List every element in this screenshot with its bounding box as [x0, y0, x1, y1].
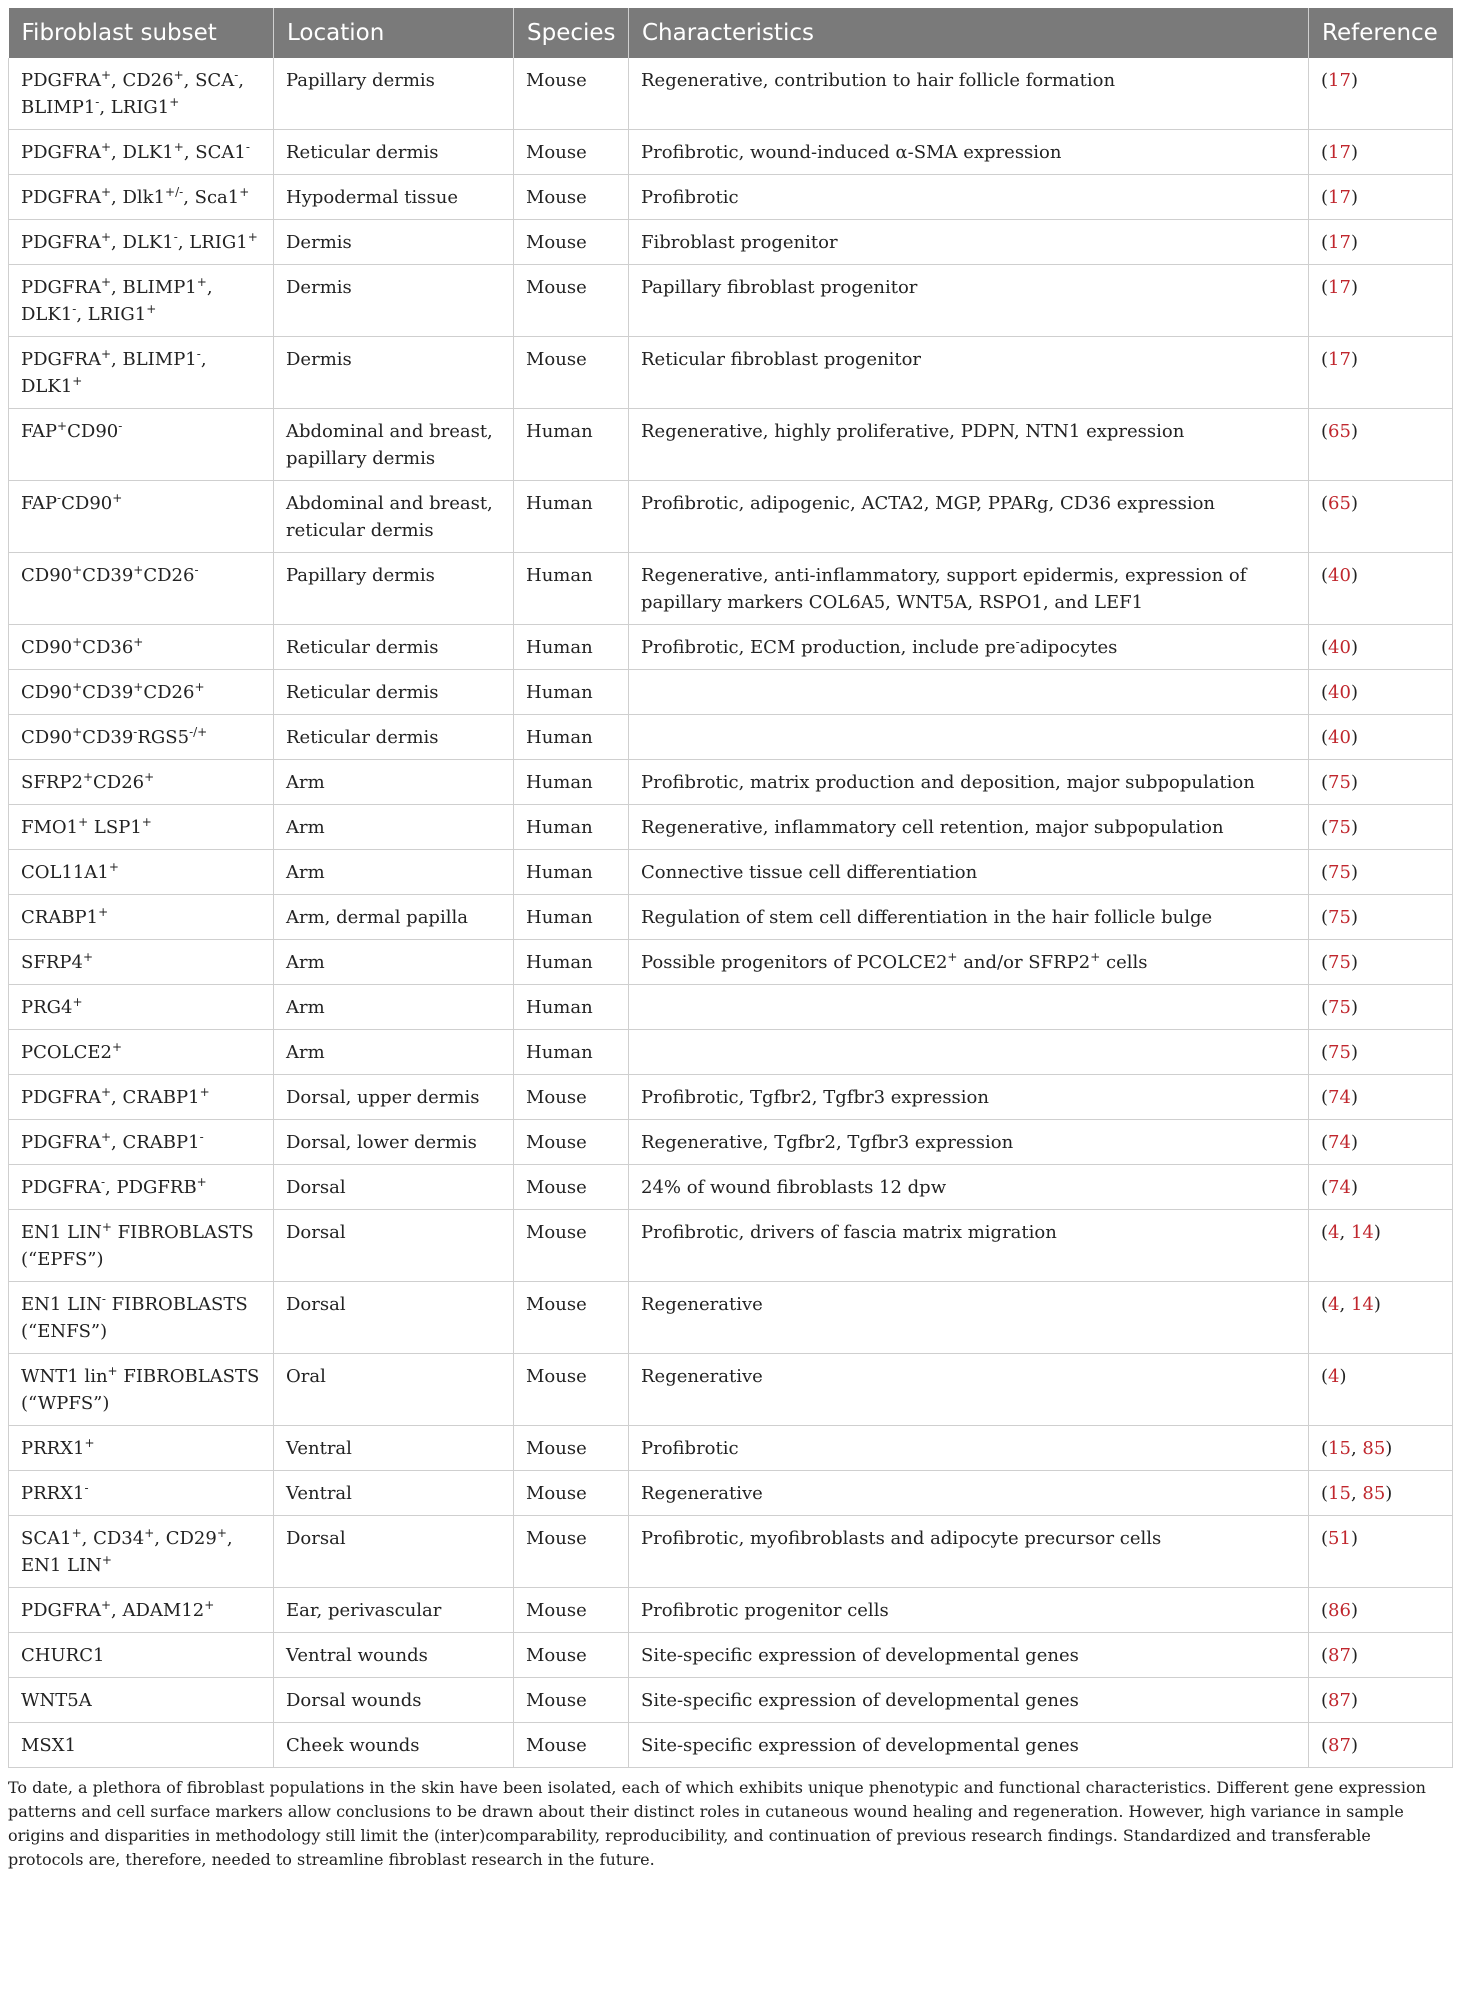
cell-species: Mouse: [514, 1471, 629, 1516]
cell-species: Human: [514, 625, 629, 670]
cell-species: Mouse: [514, 220, 629, 265]
cell-characteristics: 24% of wound fibroblasts 12 dpw: [629, 1165, 1309, 1210]
cell-characteristics: Regenerative, anti-inflammatory, support epidermis, expression of papillary markers COL6A5, WNT5A, RSPO1, and LEF1: [629, 553, 1309, 625]
cell-species: Mouse: [514, 1282, 629, 1354]
cell-species: Human: [514, 895, 629, 940]
table-row: [9, 715, 1453, 760]
cell-subset: CD90+CD36+: [9, 625, 274, 670]
cell-species: Mouse: [514, 1678, 629, 1723]
cell-characteristics: Profibrotic: [629, 175, 1309, 220]
cell-reference: (87): [1309, 1678, 1453, 1723]
cell-subset: FAP+CD90-: [9, 409, 274, 481]
table-row: [9, 1354, 1453, 1426]
cell-species: Mouse: [514, 1120, 629, 1165]
cell-location: Oral: [274, 1354, 514, 1426]
reference-link[interactable]: 17: [1328, 142, 1351, 163]
reference-link[interactable]: 85: [1362, 1438, 1386, 1459]
cell-species: Mouse: [514, 58, 629, 130]
table-row: [9, 1120, 1453, 1165]
cell-characteristics: Profibrotic, myofibroblasts and adipocyte precursor cells: [629, 1516, 1309, 1588]
cell-species: Human: [514, 805, 629, 850]
cell-characteristics: Regenerative, inflammatory cell retention, major subpopulation: [629, 805, 1309, 850]
cell-subset: PDGFRA+, Dlk1+/-, Sca1+: [9, 175, 274, 220]
cell-subset: MSX1: [9, 1723, 274, 1768]
reference-link[interactable]: 75: [1328, 1042, 1351, 1063]
table-row: [9, 1030, 1453, 1075]
cell-reference: (75): [1309, 985, 1453, 1030]
table-row: [9, 985, 1453, 1030]
cell-species: Human: [514, 670, 629, 715]
cell-reference: (17): [1309, 175, 1453, 220]
reference-link[interactable]: 4: [1328, 1366, 1340, 1387]
cell-reference: (17): [1309, 130, 1453, 175]
cell-reference: (75): [1309, 895, 1453, 940]
reference-link[interactable]: 87: [1328, 1645, 1351, 1666]
reference-link[interactable]: 15: [1328, 1483, 1351, 1504]
cell-location: Reticular dermis: [274, 715, 514, 760]
table-row: [9, 670, 1453, 715]
cell-location: Dorsal: [274, 1282, 514, 1354]
cell-location: Arm: [274, 805, 514, 850]
table-row: [9, 1588, 1453, 1633]
cell-subset: PDGFRA+, BLIMP1-, DLK1+: [9, 337, 274, 409]
cell-subset: PDGFRA+, CRABP1-: [9, 1120, 274, 1165]
cell-characteristics: [629, 1030, 1309, 1075]
cell-characteristics: Profibrotic, drivers of fascia matrix migration: [629, 1210, 1309, 1282]
cell-characteristics: Profibrotic progenitor cells: [629, 1588, 1309, 1633]
reference-link[interactable]: 40: [1328, 727, 1351, 748]
cell-subset: CRABP1+: [9, 895, 274, 940]
cell-species: Human: [514, 760, 629, 805]
cell-subset: PDGFRA+, CD26+, SCA-, BLIMP1-, LRIG1+: [9, 58, 274, 130]
cell-characteristics: [629, 715, 1309, 760]
table-row: [9, 175, 1453, 220]
cell-location: Papillary dermis: [274, 58, 514, 130]
reference-link[interactable]: 65: [1328, 421, 1351, 442]
cell-reference: (75): [1309, 805, 1453, 850]
cell-characteristics: Regenerative, Tgfbr2, Tgfbr3 expression: [629, 1120, 1309, 1165]
cell-reference: (75): [1309, 760, 1453, 805]
cell-subset: EN1 LIN- FIBROBLASTS (“ENFS”): [9, 1282, 274, 1354]
table-row: [9, 1678, 1453, 1723]
cell-characteristics: Site-specific expression of developmental genes: [629, 1678, 1309, 1723]
cell-subset: PRRX1-: [9, 1471, 274, 1516]
cell-location: Dorsal, upper dermis: [274, 1075, 514, 1120]
reference-link[interactable]: 17: [1328, 232, 1351, 253]
cell-species: Mouse: [514, 130, 629, 175]
cell-reference: (40): [1309, 625, 1453, 670]
cell-reference: (75): [1309, 940, 1453, 985]
cell-location: Papillary dermis: [274, 553, 514, 625]
table-row: [9, 895, 1453, 940]
cell-characteristics: [629, 985, 1309, 1030]
reference-link[interactable]: 17: [1328, 277, 1351, 298]
cell-species: Human: [514, 409, 629, 481]
cell-species: Human: [514, 553, 629, 625]
cell-subset: PDGFRA+, DLK1-, LRIG1+: [9, 220, 274, 265]
cell-characteristics: Site-specific expression of developmental genes: [629, 1633, 1309, 1678]
reference-link[interactable]: 17: [1328, 349, 1351, 370]
reference-link[interactable]: 75: [1328, 817, 1351, 838]
cell-species: Mouse: [514, 1426, 629, 1471]
cell-characteristics: Profibrotic, wound-induced α-SMA expression: [629, 130, 1309, 175]
cell-location: Cheek wounds: [274, 1723, 514, 1768]
cell-characteristics: Regenerative: [629, 1471, 1309, 1516]
cell-species: Mouse: [514, 1210, 629, 1282]
reference-link[interactable]: 87: [1328, 1690, 1351, 1711]
reference-link[interactable]: 4: [1328, 1294, 1340, 1315]
reference-link[interactable]: 75: [1328, 862, 1351, 883]
reference-link[interactable]: 74: [1328, 1087, 1351, 1108]
cell-species: Mouse: [514, 1588, 629, 1633]
cell-location: Reticular dermis: [274, 670, 514, 715]
cell-species: Human: [514, 715, 629, 760]
column-header-reference: Reference: [1309, 8, 1453, 58]
reference-link[interactable]: 75: [1328, 907, 1351, 928]
table-row: [9, 1426, 1453, 1471]
cell-location: Dorsal, lower dermis: [274, 1120, 514, 1165]
reference-link[interactable]: 14: [1350, 1294, 1374, 1315]
cell-subset: PDGFRA+, BLIMP1+, DLK1-, LRIG1+: [9, 265, 274, 337]
cell-reference: (17): [1309, 220, 1453, 265]
cell-reference: (4, 14): [1309, 1210, 1453, 1282]
table-row: [9, 1075, 1453, 1120]
table-row: [9, 850, 1453, 895]
cell-reference: (17): [1309, 337, 1453, 409]
cell-reference: (40): [1309, 670, 1453, 715]
cell-species: Human: [514, 850, 629, 895]
cell-location: Reticular dermis: [274, 130, 514, 175]
cell-species: Mouse: [514, 265, 629, 337]
cell-subset: CD90+CD39-RGS5-/+: [9, 715, 274, 760]
cell-location: Arm: [274, 760, 514, 805]
cell-subset: CD90+CD39+CD26-: [9, 553, 274, 625]
cell-location: Arm: [274, 1030, 514, 1075]
cell-location: Abdominal and breast, reticular dermis: [274, 481, 514, 553]
cell-species: Mouse: [514, 1354, 629, 1426]
cell-location: Arm: [274, 985, 514, 1030]
cell-species: Human: [514, 481, 629, 553]
reference-link[interactable]: 51: [1328, 1528, 1351, 1549]
table-row: [9, 1282, 1453, 1354]
table-row: [9, 1471, 1453, 1516]
reference-link[interactable]: 40: [1328, 637, 1351, 658]
cell-location: Abdominal and breast, papillary dermis: [274, 409, 514, 481]
cell-location: Hypodermal tissue: [274, 175, 514, 220]
cell-subset: CD90+CD39+CD26+: [9, 670, 274, 715]
cell-species: Human: [514, 985, 629, 1030]
cell-species: Human: [514, 1030, 629, 1075]
cell-reference: (74): [1309, 1075, 1453, 1120]
cell-reference: (65): [1309, 409, 1453, 481]
cell-reference: (40): [1309, 553, 1453, 625]
cell-location: Ear, perivascular: [274, 1588, 514, 1633]
reference-link[interactable]: 85: [1362, 1483, 1386, 1504]
cell-location: Dermis: [274, 220, 514, 265]
reference-link[interactable]: 87: [1328, 1735, 1351, 1756]
cell-location: Arm: [274, 940, 514, 985]
table-row: [9, 805, 1453, 850]
cell-species: Mouse: [514, 175, 629, 220]
cell-location: Ventral wounds: [274, 1633, 514, 1678]
table-row: [9, 1165, 1453, 1210]
cell-location: Dorsal: [274, 1516, 514, 1588]
table-row: [9, 130, 1453, 175]
cell-characteristics: Regulation of stem cell differentiation in the hair follicle bulge: [629, 895, 1309, 940]
cell-subset: WNT5A: [9, 1678, 274, 1723]
table-row: [9, 220, 1453, 265]
cell-subset: EN1 LIN+ FIBROBLASTS (“EPFS”): [9, 1210, 274, 1282]
cell-location: Reticular dermis: [274, 625, 514, 670]
table-row: [9, 1723, 1453, 1768]
cell-reference: (4, 14): [1309, 1282, 1453, 1354]
cell-reference: (75): [1309, 1030, 1453, 1075]
cell-subset: PRG4+: [9, 985, 274, 1030]
cell-characteristics: Profibrotic, Tgfbr2, Tgfbr3 expression: [629, 1075, 1309, 1120]
table-footnote: To date, a plethora of fibroblast populations in the skin have been isolated, each of which exhibits unique phenotypic and functional characteristics. Different gene expression patterns and cell surface markers allow conclusions to be drawn about their distinct roles in cutaneous wound healing and regeneration. However, high variance in sample origins and disparities in methodology still limit the (inter)comparability, reproducibility, and continuation of previous research findings. Standardized and transferable protocols are, therefore, needed to streamline fibroblast research in the future.: [8, 1778, 1426, 1869]
cell-subset: FMO1+ LSP1+: [9, 805, 274, 850]
column-header-characteristics: Characteristics: [629, 8, 1309, 58]
table-row: [9, 337, 1453, 409]
cell-species: Mouse: [514, 337, 629, 409]
cell-characteristics: Regenerative: [629, 1282, 1309, 1354]
cell-subset: SCA1+, CD34+, CD29+, EN1 LIN+: [9, 1516, 274, 1588]
cell-reference: (74): [1309, 1165, 1453, 1210]
cell-species: Mouse: [514, 1723, 629, 1768]
table-wrapper: [8, 8, 1452, 1872]
cell-characteristics: Site-specific expression of developmental genes: [629, 1723, 1309, 1768]
cell-subset: PRRX1+: [9, 1426, 274, 1471]
cell-reference: (75): [1309, 850, 1453, 895]
table-row: [9, 1210, 1453, 1282]
fibroblast-subsets-table: [8, 8, 1453, 1768]
table-row: [9, 553, 1453, 625]
cell-reference: (15, 85): [1309, 1426, 1453, 1471]
cell-characteristics: Papillary fibroblast progenitor: [629, 265, 1309, 337]
reference-link[interactable]: 75: [1328, 772, 1351, 793]
cell-subset: PDGFRA+, CRABP1+: [9, 1075, 274, 1120]
cell-subset: FAP-CD90+: [9, 481, 274, 553]
table-row: [9, 265, 1453, 337]
table-row: [9, 409, 1453, 481]
cell-characteristics: Regenerative: [629, 1354, 1309, 1426]
reference-link[interactable]: 4: [1328, 1222, 1340, 1243]
cell-species: Mouse: [514, 1633, 629, 1678]
table-row: [9, 760, 1453, 805]
cell-species: Mouse: [514, 1516, 629, 1588]
reference-link[interactable]: 17: [1328, 70, 1351, 91]
cell-reference: (4): [1309, 1354, 1453, 1426]
reference-link[interactable]: 74: [1328, 1177, 1351, 1198]
cell-characteristics: Profibrotic: [629, 1426, 1309, 1471]
cell-reference: (15, 85): [1309, 1471, 1453, 1516]
reference-link[interactable]: 75: [1328, 952, 1351, 973]
cell-reference: (86): [1309, 1588, 1453, 1633]
reference-link[interactable]: 17: [1328, 187, 1351, 208]
cell-species: Mouse: [514, 1165, 629, 1210]
cell-location: Dermis: [274, 337, 514, 409]
reference-link[interactable]: 14: [1350, 1222, 1374, 1243]
reference-link[interactable]: 74: [1328, 1132, 1351, 1153]
cell-subset: PDGFRA-, PDGFRB+: [9, 1165, 274, 1210]
cell-location: Ventral: [274, 1426, 514, 1471]
cell-reference: (51): [1309, 1516, 1453, 1588]
table-header-row: [9, 8, 1453, 58]
cell-reference: (65): [1309, 481, 1453, 553]
cell-characteristics: Profibrotic, matrix production and deposition, major subpopulation: [629, 760, 1309, 805]
cell-species: Mouse: [514, 1075, 629, 1120]
cell-characteristics: Regenerative, highly proliferative, PDPN, NTN1 expression: [629, 409, 1309, 481]
cell-subset: CHURC1: [9, 1633, 274, 1678]
cell-characteristics: Connective tissue cell differentiation: [629, 850, 1309, 895]
column-header-species: Species: [514, 8, 629, 58]
table-row: [9, 58, 1453, 130]
table-body: [9, 58, 1453, 1768]
cell-species: Human: [514, 940, 629, 985]
cell-characteristics: Possible progenitors of PCOLCE2+ and/or SFRP2+ cells: [629, 940, 1309, 985]
column-header-location: Location: [274, 8, 514, 58]
cell-characteristics: Fibroblast progenitor: [629, 220, 1309, 265]
cell-subset: COL11A1+: [9, 850, 274, 895]
table-row: [9, 481, 1453, 553]
cell-characteristics: [629, 670, 1309, 715]
reference-link[interactable]: 75: [1328, 997, 1351, 1018]
cell-location: Arm, dermal papilla: [274, 895, 514, 940]
cell-location: Arm: [274, 850, 514, 895]
cell-subset: SFRP2+CD26+: [9, 760, 274, 805]
reference-link[interactable]: 40: [1328, 682, 1351, 703]
cell-subset: PDGFRA+, ADAM12+: [9, 1588, 274, 1633]
cell-location: Dorsal: [274, 1210, 514, 1282]
cell-reference: (74): [1309, 1120, 1453, 1165]
reference-link[interactable]: 40: [1328, 565, 1351, 586]
cell-location: Dorsal: [274, 1165, 514, 1210]
reference-link[interactable]: 65: [1328, 493, 1351, 514]
cell-reference: (87): [1309, 1633, 1453, 1678]
table-row: [9, 1633, 1453, 1678]
cell-reference: (17): [1309, 58, 1453, 130]
cell-characteristics: Reticular fibroblast progenitor: [629, 337, 1309, 409]
table-row: [9, 625, 1453, 670]
cell-characteristics: Profibrotic, ECM production, include pre-adipocytes: [629, 625, 1309, 670]
cell-reference: (17): [1309, 265, 1453, 337]
table-row: [9, 940, 1453, 985]
column-header-subset: Fibroblast subset: [9, 8, 274, 58]
reference-link[interactable]: 86: [1328, 1600, 1351, 1621]
cell-characteristics: Profibrotic, adipogenic, ACTA2, MGP, PPARg, CD36 expression: [629, 481, 1309, 553]
cell-subset: PCOLCE2+: [9, 1030, 274, 1075]
table-row: [9, 1516, 1453, 1588]
cell-characteristics: Regenerative, contribution to hair follicle formation: [629, 58, 1309, 130]
cell-location: Ventral: [274, 1471, 514, 1516]
cell-subset: WNT1 lin+ FIBROBLASTS (“WPFS”): [9, 1354, 274, 1426]
cell-subset: PDGFRA+, DLK1+, SCA1-: [9, 130, 274, 175]
cell-subset: SFRP4+: [9, 940, 274, 985]
cell-reference: (87): [1309, 1723, 1453, 1768]
reference-link[interactable]: 15: [1328, 1438, 1351, 1459]
cell-location: Dorsal wounds: [274, 1678, 514, 1723]
cell-location: Dermis: [274, 265, 514, 337]
cell-reference: (40): [1309, 715, 1453, 760]
